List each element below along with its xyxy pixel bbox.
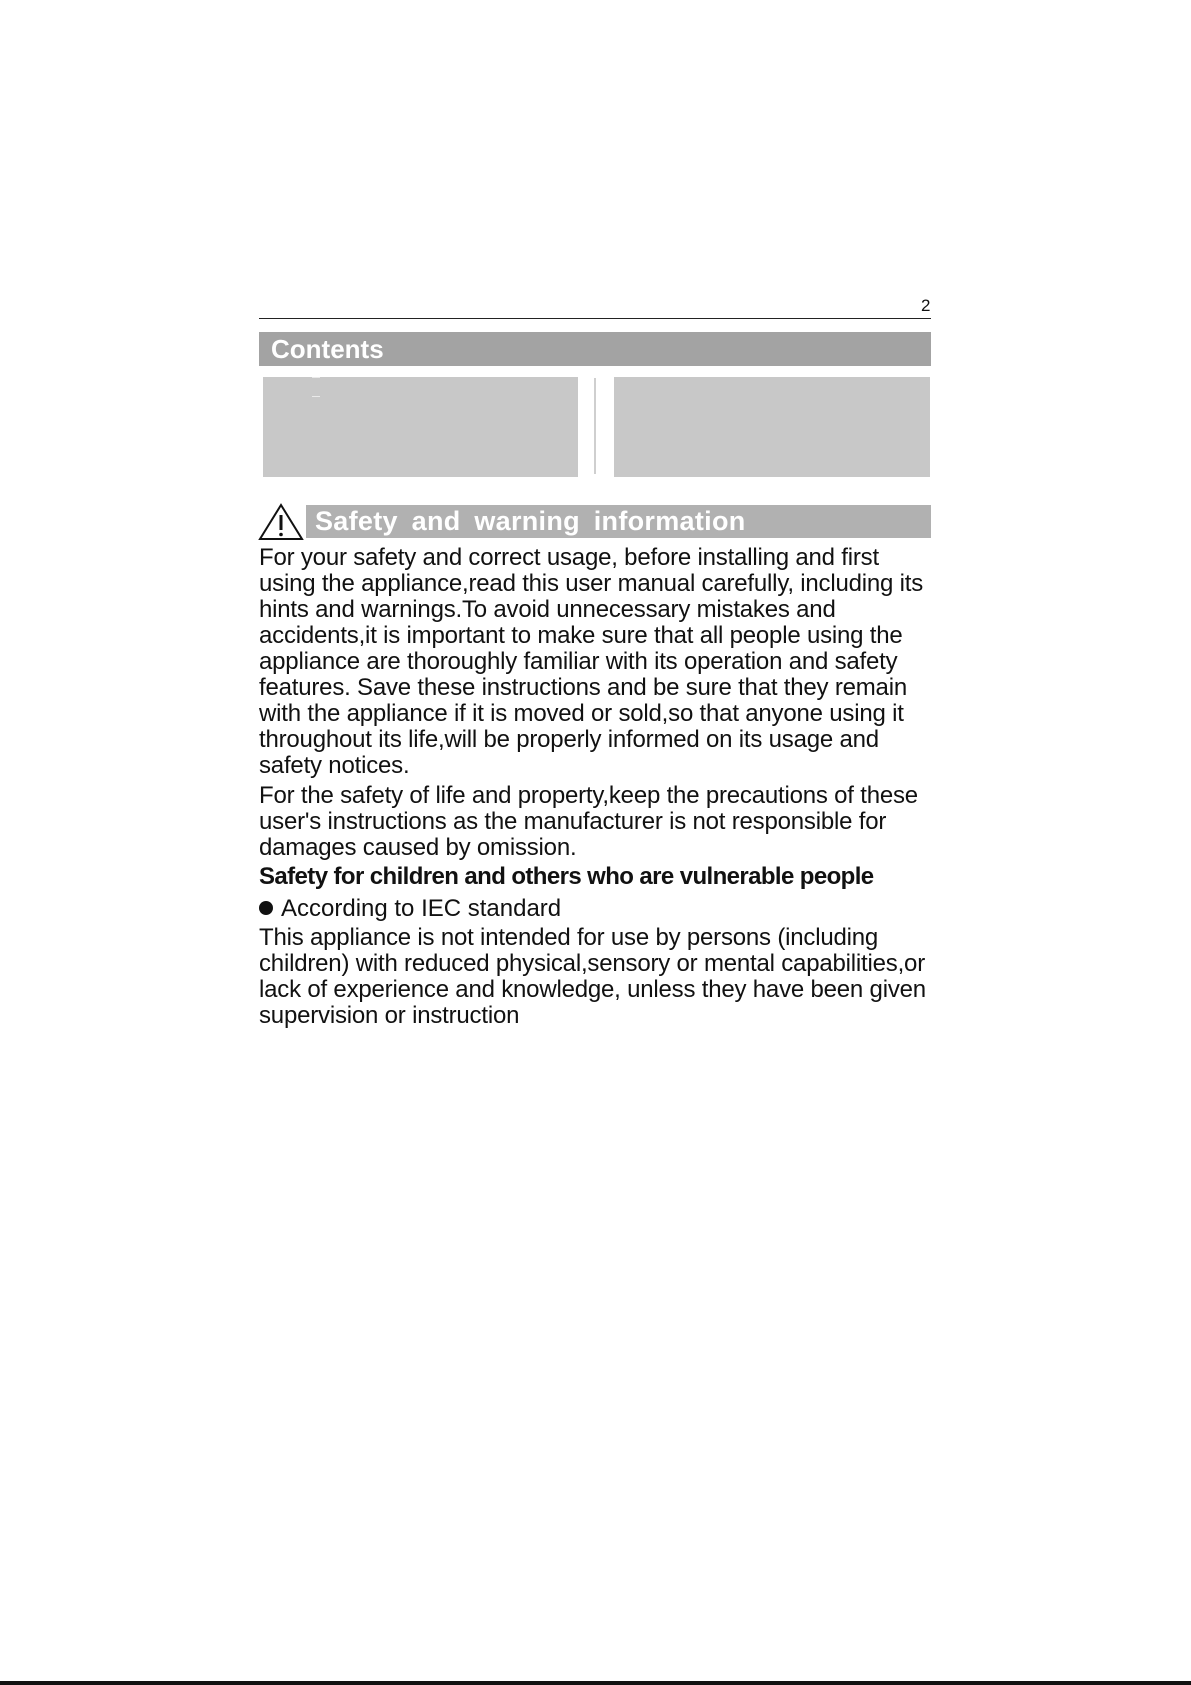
safety-paragraph-intro: For your safety and correct usage, before installing and first using the appliance,read this user manual carefully, including its hints and warnings.To avoid unnecessary mistakes and accidents,it is important to make sure that all people using the appliance are thoroughly familiar with its operation and safety features. Save these instructions and be sure that they remain with the appliance if it is moved or sold,so that anyone using it throughout its life,will be properly informed on its usage and safety notices. [259,544,924,779]
contents-divider [594,378,596,474]
bullet-icon [259,901,273,915]
contents-mark [312,377,320,378]
warning-triangle-icon [258,503,304,541]
safety-header-bar [306,505,931,538]
safety-paragraph-property: For the safety of life and property,keep the precautions of these user's instructions as the manufacturer is not responsible for damages caused by omission. [259,782,918,861]
contents-header-bar [259,332,931,366]
contents-box-left [263,377,578,477]
safety-title: Safety and warning information [315,506,746,536]
iec-bullet [259,896,561,922]
bottom-edge [0,1681,1191,1685]
contents-box-right [614,377,930,477]
page-number: 2 [921,296,931,315]
iec-bullet-text: According to IEC standard [281,895,562,922]
contents-title: Contents [271,334,384,364]
children-safety-heading: Safety for children and others who are vulnerable people [259,863,874,890]
contents-mark [312,396,320,397]
header-rule [259,318,931,319]
safety-paragraph-vulnerable: This appliance is not intended for use by persons (including children) with reduced physical,sensory or mental capabilities,or lack of experience and knowledge, unless they have been given supervision or instruction [259,924,926,1029]
